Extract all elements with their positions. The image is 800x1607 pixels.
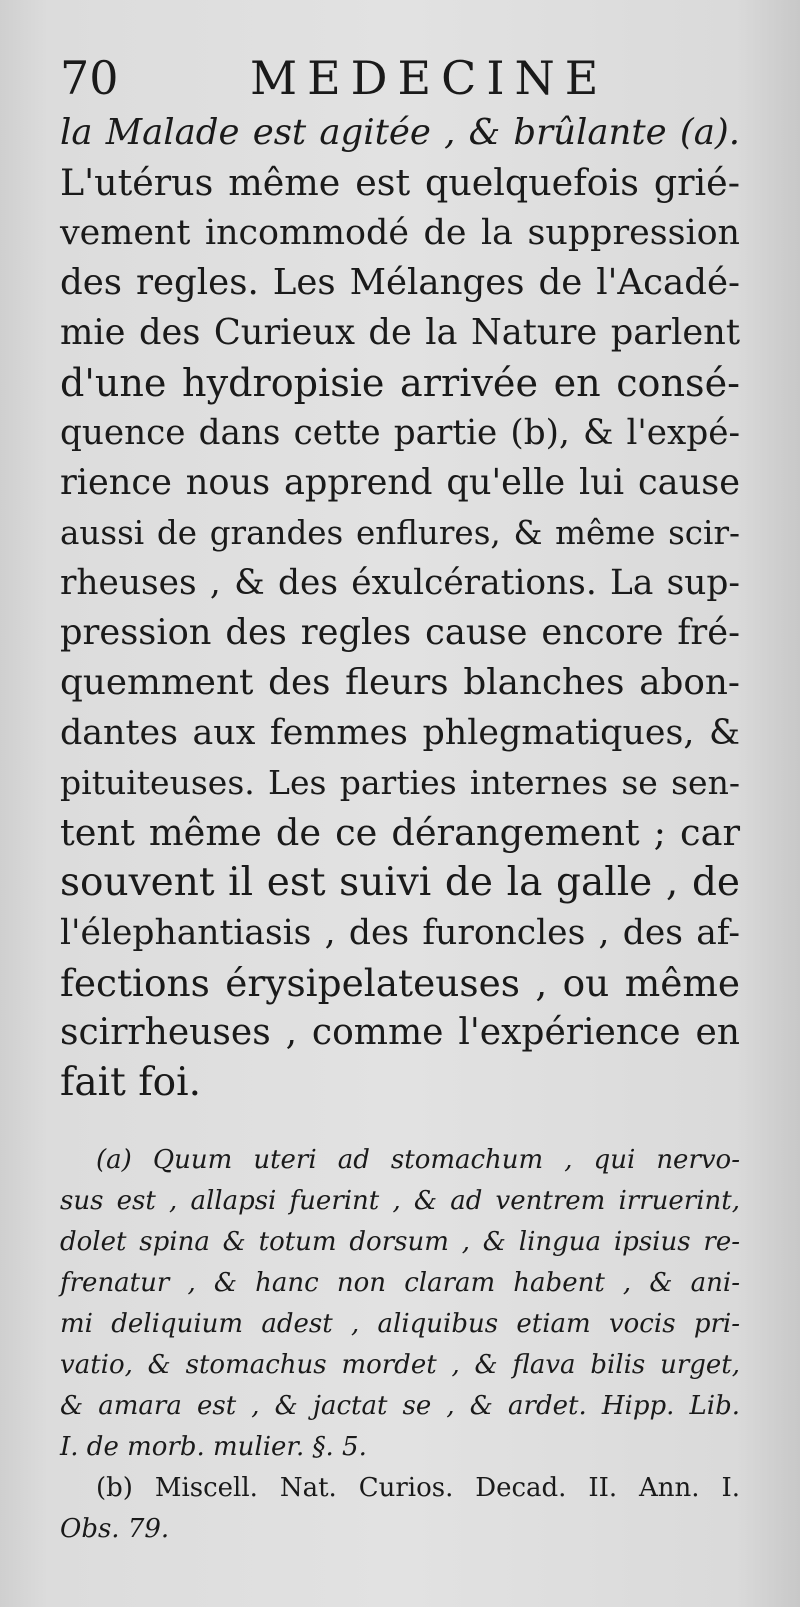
footnote-a-line: I. de morb. mulier. §. 5. <box>60 1432 367 1462</box>
text-line: mie des Curieux de la Nature parlent <box>60 312 740 353</box>
page-header <box>60 48 760 108</box>
text-line: pituiteuses. Les parties internes se sen- <box>60 763 740 802</box>
text-line: des regles. Les Mélanges de l'Acadé- <box>60 262 740 303</box>
text-line: pression des regles cause encore fré- <box>60 612 740 653</box>
footnote-a-line: mi deliquium adest , aliquibus etiam vocis pri- <box>60 1309 740 1339</box>
text-line: quemment des fleurs blanches abon- <box>60 662 740 703</box>
footnote-a-line: frenatur , & hanc non claram habent , & ani- <box>60 1268 740 1298</box>
footnote-a-line: dolet spina & totum dorsum , & lingua ipsius re- <box>60 1227 740 1257</box>
footnote-a-line: (a) Quum uteri ad stomachum , qui nervo- <box>96 1145 740 1175</box>
text-line: aussi de grandes enflures, & même scir- <box>60 514 740 552</box>
text-line: scirrheuses , comme l'expérience en <box>60 1012 740 1053</box>
text-line: vement incommodé de la suppression <box>60 213 740 253</box>
footnote-a-line: vatio, & stomachus mordet , & flava bilis urget, <box>60 1350 740 1380</box>
text-line: souvent il est suivi de la galle , de <box>60 860 740 905</box>
text-line: rience nous apprend qu'elle lui cause <box>60 462 740 503</box>
text-line: L'utérus même est quelquefois grié- <box>60 161 740 204</box>
text-line: l'élephantiasis , des furoncles , des af- <box>60 913 740 953</box>
text-line: la Malade est agitée , & brûlante (a). <box>60 112 740 153</box>
page-number: 70 <box>60 51 119 105</box>
text-line: fait foi. <box>60 1060 202 1105</box>
running-head: MEDECINE <box>250 51 609 105</box>
text-line: dantes aux femmes phlegmatiques, & <box>60 713 740 753</box>
footnote-b-line: Obs. 79. <box>60 1514 170 1544</box>
main-text <box>60 108 740 1108</box>
footnote-a-line: & amara est , & jactat se , & ardet. Hipp. Lib. <box>60 1391 740 1421</box>
text-line: fections érysipelateuses , ou même <box>60 961 740 1005</box>
footnotes <box>60 1140 740 1550</box>
text-line: tent même de ce dérangement ; car <box>60 811 740 854</box>
text-line: quence dans cette partie (b), & l'expé- <box>60 413 740 453</box>
text-line: d'une hydropisie arrivée en consé- <box>60 361 740 405</box>
footnote-b-line: (b) Miscell. Nat. Curios. Decad. II. Ann. I. <box>96 1473 740 1503</box>
footnote-a-line: sus est , allapsi fuerint , & ad ventrem irruerint, <box>60 1186 740 1216</box>
text-line: rheuses , & des éxulcérations. La sup- <box>60 563 740 603</box>
